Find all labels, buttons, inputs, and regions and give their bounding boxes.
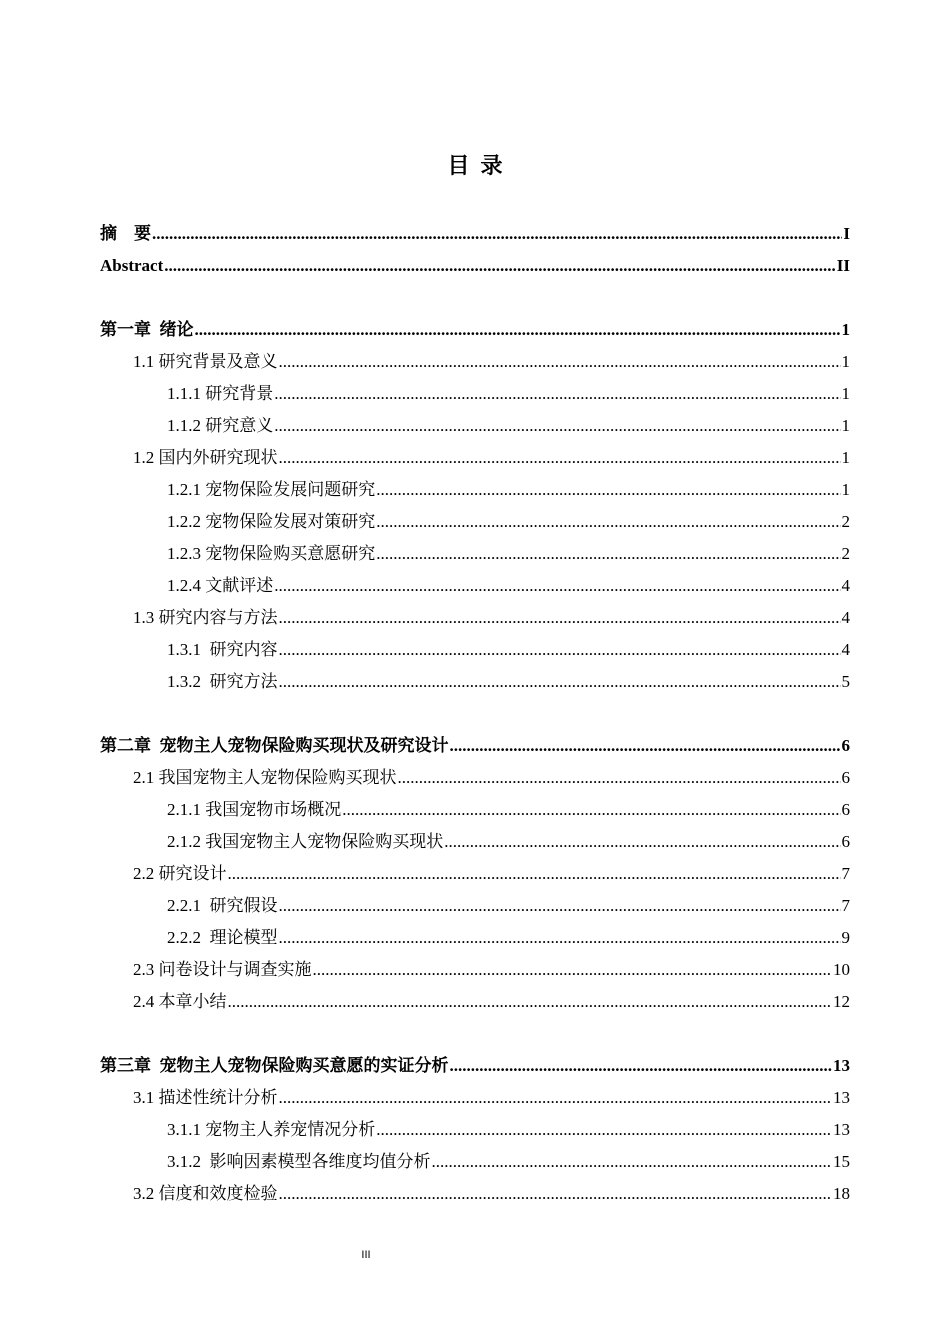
dot-leader [376, 543, 840, 565]
toc-entry[interactable] [133, 443, 850, 469]
toc-entry[interactable] [167, 475, 850, 501]
toc-entry[interactable] [133, 859, 850, 885]
toc-entry-page: 1 [841, 416, 850, 435]
dot-leader [279, 607, 841, 629]
page-title: 目 录 [447, 153, 503, 178]
toc-entry-page: 1 [841, 352, 850, 371]
toc-entry-page: II [836, 256, 850, 275]
toc-entry-label: 1.1 研究背景及意义 [133, 352, 278, 371]
toc-entry-label: 1.2.1 宠物保险发展问题研究 [167, 480, 376, 499]
toc-entry-page: 5 [841, 672, 850, 691]
toc-entry[interactable] [100, 315, 850, 341]
toc-entry-page: 13 [833, 1056, 850, 1075]
toc-entry-page: 4 [841, 576, 850, 595]
toc-entry-page: I [843, 224, 850, 243]
toc-entry-label: 1.3.2 研究方法 [167, 672, 278, 691]
dot-leader [274, 383, 840, 405]
toc-entry[interactable] [167, 827, 850, 853]
dot-leader [376, 479, 840, 501]
toc-entry-page: 4 [841, 608, 850, 627]
toc-entry-page: 6 [841, 800, 850, 819]
toc-entry-page: 1 [841, 320, 850, 339]
toc-entry[interactable] [100, 1051, 850, 1077]
toc-entry[interactable] [167, 411, 850, 437]
toc-entry-label: 1.1.1 研究背景 [167, 384, 274, 403]
dot-leader [228, 991, 833, 1013]
toc-entry[interactable] [167, 891, 850, 917]
dot-leader [376, 511, 840, 533]
toc-entry[interactable] [167, 795, 850, 821]
toc-entry-label: 3.1 描述性统计分析 [133, 1088, 278, 1107]
toc-entry-label: Abstract [100, 256, 164, 275]
toc-entry-label: 第三章 宠物主人宠物保险购买意愿的实证分析 [100, 1056, 449, 1075]
toc-entry-page: 10 [833, 960, 850, 979]
toc-entry[interactable] [167, 571, 850, 597]
toc-entry-page: 1 [841, 384, 850, 403]
toc-entry-page: 6 [841, 832, 850, 851]
dot-leader [279, 1183, 833, 1205]
toc-entry[interactable] [167, 667, 850, 693]
toc-entry-label: 2.1.1 我国宠物市场概况 [167, 800, 342, 819]
toc-entry[interactable] [100, 731, 850, 757]
dot-leader [450, 735, 841, 757]
dot-leader [152, 223, 842, 245]
dot-leader [398, 767, 841, 789]
dot-leader [279, 895, 841, 917]
toc-entry[interactable] [133, 763, 850, 789]
toc-entry-page: 4 [841, 640, 850, 659]
toc-entry-label: 1.3.1 研究内容 [167, 640, 278, 659]
toc-entry-page: 7 [841, 864, 850, 883]
dot-leader [432, 1151, 833, 1173]
dot-leader [228, 863, 841, 885]
toc-entry-page: 2 [841, 544, 850, 563]
toc-entry[interactable] [167, 1115, 850, 1141]
dot-leader [274, 415, 840, 437]
toc-entry-label: 3.2 信度和效度检验 [133, 1184, 278, 1203]
toc-entry[interactable] [133, 955, 850, 981]
toc-entry-label: 2.1 我国宠物主人宠物保险购买现状 [133, 768, 397, 787]
toc-entry-page: 1 [841, 448, 850, 467]
toc-entry-label: 1.3 研究内容与方法 [133, 608, 278, 627]
toc-entry-page: 13 [833, 1088, 850, 1107]
dot-leader [279, 671, 841, 693]
toc-entry[interactable] [167, 539, 850, 565]
toc-entry[interactable] [167, 923, 850, 949]
dot-leader [279, 1087, 833, 1109]
toc-entry[interactable] [100, 219, 850, 245]
dot-leader [279, 447, 841, 469]
toc-entry-label: 2.2.1 研究假设 [167, 896, 278, 915]
toc-entry-label: 3.1.2 影响因素模型各维度均值分析 [167, 1152, 431, 1171]
toc-entry-page: 6 [841, 768, 850, 787]
dot-leader [279, 927, 841, 949]
toc-entry[interactable] [167, 1147, 850, 1173]
toc-entry-label: 1.2 国内外研究现状 [133, 448, 278, 467]
toc-entry[interactable] [133, 1179, 850, 1205]
toc-entry[interactable] [167, 635, 850, 661]
toc-entry-label: 1.2.4 文献评述 [167, 576, 274, 595]
dot-leader [279, 639, 841, 661]
dot-leader [279, 351, 841, 373]
toc-entry[interactable] [133, 603, 850, 629]
toc-entry-page: 1 [841, 480, 850, 499]
toc-entry[interactable] [133, 987, 850, 1013]
toc-entry-label: 2.1.2 我国宠物主人宠物保险购买现状 [167, 832, 444, 851]
toc-entry-label: 摘 要 [100, 224, 151, 243]
toc-entry[interactable] [133, 1083, 850, 1109]
toc-entry[interactable] [167, 507, 850, 533]
toc-entry-label: 2.3 问卷设计与调查实施 [133, 960, 312, 979]
toc-entry-page: 6 [841, 736, 850, 755]
page-number: III [361, 1249, 371, 1261]
toc-entry-page: 12 [833, 992, 850, 1011]
toc-entry[interactable] [167, 379, 850, 405]
dot-leader [444, 831, 840, 853]
toc-entry-label: 1.2.3 宠物保险购买意愿研究 [167, 544, 376, 563]
dot-leader [195, 319, 841, 341]
toc-entry-page: 18 [833, 1184, 850, 1203]
toc-entry-page: 9 [841, 928, 850, 947]
dot-leader [342, 799, 840, 821]
toc-entry-label: 2.2.2 理论模型 [167, 928, 278, 947]
dot-leader [450, 1055, 833, 1077]
toc-entry-page: 7 [841, 896, 850, 915]
toc-entry-label: 第二章 宠物主人宠物保险购买现状及研究设计 [100, 736, 449, 755]
toc-entry[interactable] [100, 251, 850, 277]
toc-entry-page: 13 [833, 1120, 850, 1139]
toc-entry-label: 第一章 绪论 [100, 320, 194, 339]
toc-entry-label: 1.2.2 宠物保险发展对策研究 [167, 512, 376, 531]
dot-leader [313, 959, 833, 981]
toc-entry-page: 15 [833, 1152, 850, 1171]
dot-leader [376, 1119, 832, 1141]
toc-entry-label: 1.1.2 研究意义 [167, 416, 274, 435]
toc-entry-label: 2.4 本章小结 [133, 992, 227, 1011]
toc-entry[interactable] [133, 347, 850, 373]
dot-leader [164, 255, 836, 277]
toc-entry-page: 2 [841, 512, 850, 531]
toc-entry-label: 2.2 研究设计 [133, 864, 227, 883]
dot-leader [274, 575, 840, 597]
toc-entry-label: 3.1.1 宠物主人养宠情况分析 [167, 1120, 376, 1139]
